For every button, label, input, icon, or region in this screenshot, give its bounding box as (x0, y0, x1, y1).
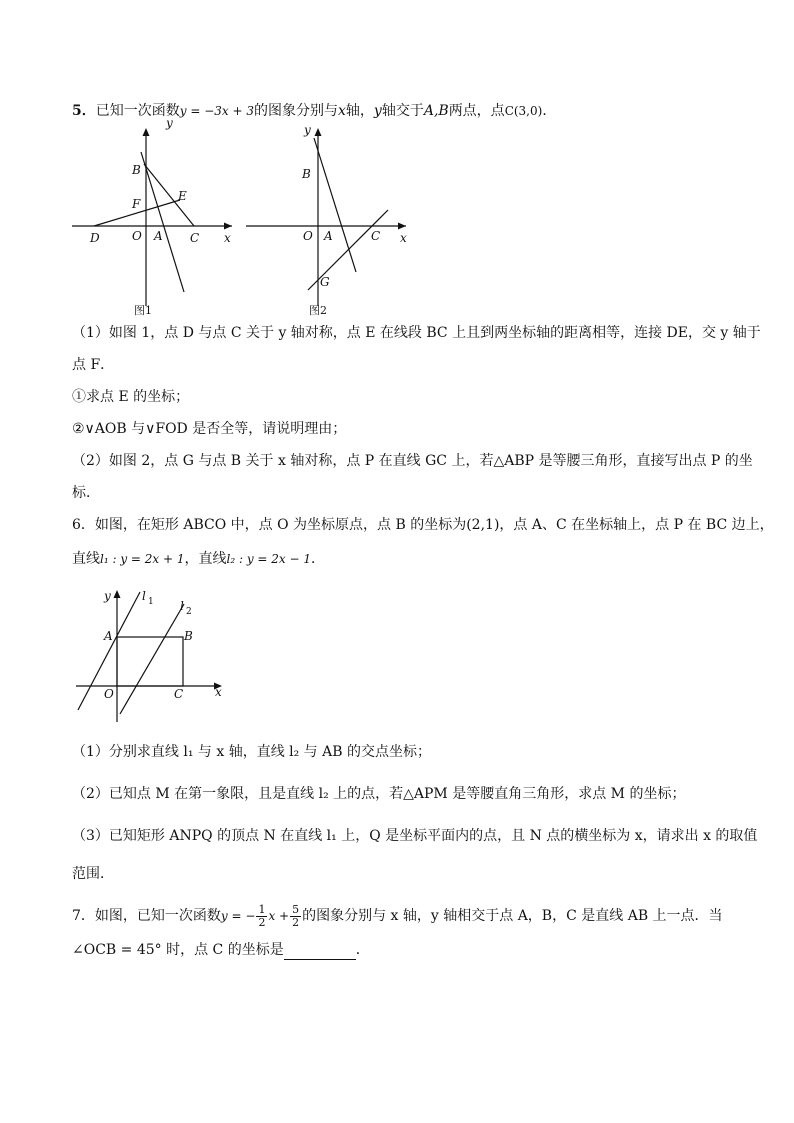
fig1-label-x: x (224, 231, 231, 245)
q7-intro-line2: ∠OCB = 45° 时，点 C 的坐标是 ． (72, 942, 370, 958)
fig1-label-f: F (132, 197, 141, 211)
fig2-label-x: x (400, 231, 407, 245)
q5-figure-1 (66, 120, 246, 320)
q6-label-l2-sub: 2 (186, 607, 192, 617)
fig2-label-c: C (371, 229, 381, 243)
q6-figure (70, 582, 240, 730)
fig1-x-arrow (224, 223, 232, 230)
fig2-label-o: O (303, 229, 313, 243)
fig1-label-c: C (190, 231, 200, 245)
q5-sub2: ②∨AOB 与∨FOD 是否全等，请说明理由； (72, 421, 347, 437)
q5-part1-line2: 点 F． (72, 357, 115, 373)
fig2-label-g: G (320, 275, 330, 289)
fig2-x-arrow (398, 223, 406, 230)
q6-part3-line1: （3）已知矩形 ANPQ 的顶点 N 在直线 l₁ 上，Q 是坐标平面内的点，且 N 点的横坐标为 x，请求出 x 的取值 (72, 828, 758, 844)
q5-part1-line1: （1）如图 1，点 D 与点 C 关于 y 轴对称，点 E 在线段 BC 上且到两坐标轴的距离相等，连接 DE，交 y 轴于 (72, 325, 761, 341)
fig2-label-y: y (304, 123, 311, 137)
q5-part2-line2: 标． (72, 485, 100, 501)
q6-label-l1-sub: 1 (148, 597, 154, 607)
q6-label-l1: l (142, 589, 146, 603)
q7-answer-blank[interactable] (284, 945, 356, 960)
fig1-label-b: B (132, 163, 141, 177)
q6-y-arrow (114, 590, 121, 598)
q7-intro-line1: 7．如图，已知一次函数y = − $\frac{1}{2}$ x + $\frac{5}{2}$ 的图象分别与 x 轴，y 轴相交于点 A，B，C 是直线 AB 上一点．当 (72, 902, 723, 929)
fig1-label-a: A (154, 229, 163, 243)
fig2-label-b: B (302, 167, 311, 181)
fig1-label-d: D (90, 231, 100, 245)
q6-part2: （2）已知点 M 在第一象限，且是直线 l₂ 上的点，若△APM 是等腰直角三角形，求点 M 的坐标； (72, 786, 686, 802)
q6-label-x: x (215, 685, 222, 699)
q5-point-c: C(3,0) (504, 104, 543, 118)
q5-part2-line1: （2）如图 2，点 G 与点 B 关于 x 轴对称，点 P 在直线 GC 上，若△ABP 是等腰三角形，直接写出点 P 的坐 (72, 453, 753, 469)
q7-fraction-2: $\frac{5}{2}$ (292, 902, 300, 929)
fig2-label-a: A (324, 229, 333, 243)
q6-intro-line1: 6．如图，在矩形 ABCO 中，点 O 为坐标原点，点 B 的坐标为(2,1)，点 A、C 在坐标轴上，点 P 在 BC 边上， (72, 517, 774, 533)
fig1-line-ab (141, 152, 184, 292)
q5-figure-2 (240, 120, 420, 320)
fig1-label-y: y (166, 120, 173, 130)
q7-fraction-1: $\frac{1}{2}$ (258, 902, 266, 929)
q6-l1-equation: l₁ : y = 2x + 1 (100, 552, 185, 566)
q6-intro-line2: 直线l₁ : y = 2x + 1，直线l₂ : y = 2x − 1． (72, 551, 326, 567)
q6-part1: （1）分别求直线 l₁ 与 x 轴，直线 l₂ 与 AB 的交点坐标； (72, 744, 431, 760)
fig2-caption: 图2 (309, 304, 327, 317)
q5-sub1: ①求点 E 的坐标； (72, 389, 190, 405)
q5-equation: y = −3x + 3 (179, 104, 254, 118)
fig1-label-e: E (178, 189, 187, 203)
q6-l2-equation: l₂ : y = 2x − 1 (226, 552, 312, 566)
q6-label-y: y (104, 589, 111, 603)
q6-label-c: C (174, 687, 184, 701)
q6-part3-line2: 范围． (72, 866, 114, 882)
q5-number: 5 (72, 103, 82, 119)
fig1-y-arrow (143, 128, 150, 136)
q6-label-a: A (104, 629, 113, 643)
q6-label-l2: l (180, 599, 184, 613)
fig1-label-o: O (132, 229, 142, 243)
fig1-caption: 图1 (134, 304, 152, 317)
fig2-y-arrow (315, 128, 322, 136)
q6-label-b: B (184, 629, 193, 643)
fig2-line-ab (314, 138, 356, 272)
q5-intro: 5．已知一次函数y = −3x + 3的图象分别与x轴，y轴交于A,B两点，点C(3,0)． (72, 103, 557, 119)
q6-label-o: O (104, 687, 114, 701)
